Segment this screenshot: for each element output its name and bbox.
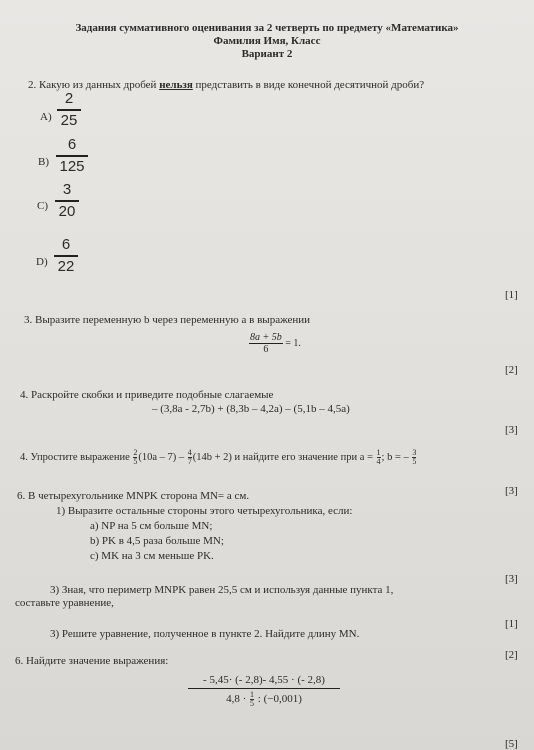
q2-option-c-fraction bbox=[55, 181, 79, 221]
q2-option-b-letter: В) bbox=[38, 156, 49, 168]
q2-text-before: 2. Какую из данных дробей bbox=[28, 79, 160, 91]
q4a-text: 4. Раскройте скобки и приведите подобные слагаемые bbox=[20, 389, 274, 401]
q4b-f2-num: 4 bbox=[187, 448, 192, 457]
q6b-expression bbox=[188, 674, 340, 708]
q6-item-a: a) NP на 5 см больше MN; bbox=[90, 520, 213, 532]
q4b-mark: [3] bbox=[505, 485, 518, 497]
q6b-mark: [2] bbox=[505, 649, 518, 661]
q6-item-b: b) PK в 4,5 раза больше MN; bbox=[90, 535, 224, 547]
q2-option-a-numerator: 2 bbox=[64, 90, 74, 107]
q2-option-b-numerator: 6 bbox=[67, 136, 77, 153]
fraction-bar bbox=[57, 109, 81, 111]
q4b-part2: (14b + 2) и найдите его значение при a = bbox=[192, 451, 376, 463]
q2-text-after: представить в виде конечной десятичной дроби? bbox=[192, 79, 425, 91]
q4b-f4-num: 3 bbox=[412, 448, 417, 457]
q2-option-d-letter: D) bbox=[36, 256, 48, 268]
q4b-part1: (10a – 7) – bbox=[138, 451, 187, 463]
q6b-denominator bbox=[188, 691, 340, 708]
q6-sub3-line2: составьте уравнение, bbox=[15, 597, 114, 609]
q2-mark: [1] bbox=[505, 289, 518, 301]
q4b-f3-den: 4 bbox=[376, 457, 381, 466]
q3-expression bbox=[249, 332, 301, 355]
q6b-den-f-den: 5 bbox=[250, 699, 255, 708]
fraction-bar bbox=[54, 255, 78, 257]
q2-option-d-denominator: 22 bbox=[57, 257, 75, 275]
q2-option-c-numerator: 3 bbox=[62, 181, 72, 198]
q3-expr-numerator: 8a + 5b bbox=[250, 332, 282, 343]
header-variant: Вариант 2 bbox=[241, 48, 293, 60]
q4b-f4-den: 5 bbox=[412, 457, 417, 466]
q4b-fraction-1 bbox=[133, 449, 137, 466]
header-name-class: Фамилия Имя, Класс bbox=[213, 35, 321, 47]
q2-option-a-denominator: 25 bbox=[60, 111, 78, 129]
q6-sub3b: 3) Решите уравнение, полученное в пункте 2. Найдите длину MN. bbox=[50, 628, 360, 640]
q3-expr-denominator: 6 bbox=[263, 344, 269, 355]
q3-mark: [2] bbox=[505, 364, 518, 376]
fraction-bar bbox=[56, 155, 88, 157]
q6b-bottom-mark: [5] bbox=[505, 738, 518, 750]
q4b-f2-den: 7 bbox=[187, 457, 192, 466]
q2-option-b-fraction bbox=[56, 136, 88, 176]
q6b-den-a: 4,8 · bbox=[226, 693, 250, 706]
q2-option-a-letter: А) bbox=[40, 111, 52, 123]
q6-sub1: 1) Выразите остальные стороны этого четырехугольника, если: bbox=[56, 505, 353, 517]
q2-option-c-letter: С) bbox=[37, 200, 48, 212]
q2-option-c-denominator: 20 bbox=[58, 202, 76, 220]
fraction-bar bbox=[55, 200, 79, 202]
q4b-fraction-3 bbox=[377, 449, 381, 466]
q4b-text-start: 4. Упростите выражение bbox=[20, 451, 133, 463]
q4a-mark: [3] bbox=[505, 424, 518, 436]
q6b-den-f-num: 1 bbox=[250, 690, 255, 699]
q2-option-d-fraction bbox=[54, 236, 78, 276]
q4b-part3: ; b = – bbox=[381, 451, 412, 463]
q4a-expression: – (3,8a - 2,7b) + (8,3b – 4,2a) – (5,1b – 4,5a) bbox=[152, 403, 350, 415]
q6-intro: 6. В четырехугольнике MNPK сторона MN= a см. bbox=[17, 490, 250, 502]
q6-item-c: c) MK на 3 см меньше PK. bbox=[90, 550, 214, 562]
header-title: Задания суммативного оценивания за 2 четверть по предмету «Математика» bbox=[75, 22, 459, 34]
q6b-text: 6. Найдите значение выражения: bbox=[15, 655, 169, 667]
q3-expr-equals: = 1. bbox=[282, 338, 301, 349]
q4b-fraction-2 bbox=[188, 449, 192, 466]
q2-option-b-denominator: 125 bbox=[59, 157, 85, 175]
fraction-bar bbox=[188, 688, 340, 689]
q4b-fraction-4 bbox=[412, 449, 416, 466]
q6b-numerator: - 5,45· (- 2,8)- 4,55 · (- 2,8) bbox=[203, 674, 325, 686]
q2-option-a-fraction bbox=[57, 90, 81, 130]
q2-text bbox=[28, 79, 424, 91]
q6-sub3b-mark: [1] bbox=[505, 618, 518, 630]
q3-text: 3. Выразите переменную b через переменную a в выражении bbox=[24, 314, 311, 326]
q6-sub3-line1: 3) Зная, что периметр MNPK равен 25,5 см и используя данные пункта 1, bbox=[50, 584, 394, 596]
q4b-text bbox=[20, 449, 417, 466]
q6b-den-b: : (−0,001) bbox=[255, 693, 302, 706]
q2-text-emphasis: нельзя bbox=[159, 79, 193, 91]
q6b-den-fraction bbox=[250, 691, 254, 708]
q6-sub3-mark: [3] bbox=[505, 573, 518, 585]
q4b-f1-num: 2 bbox=[133, 448, 138, 457]
q2-option-d-numerator: 6 bbox=[61, 236, 71, 253]
q4b-f3-num: 1 bbox=[376, 448, 381, 457]
q4b-f1-den: 5 bbox=[133, 457, 138, 466]
